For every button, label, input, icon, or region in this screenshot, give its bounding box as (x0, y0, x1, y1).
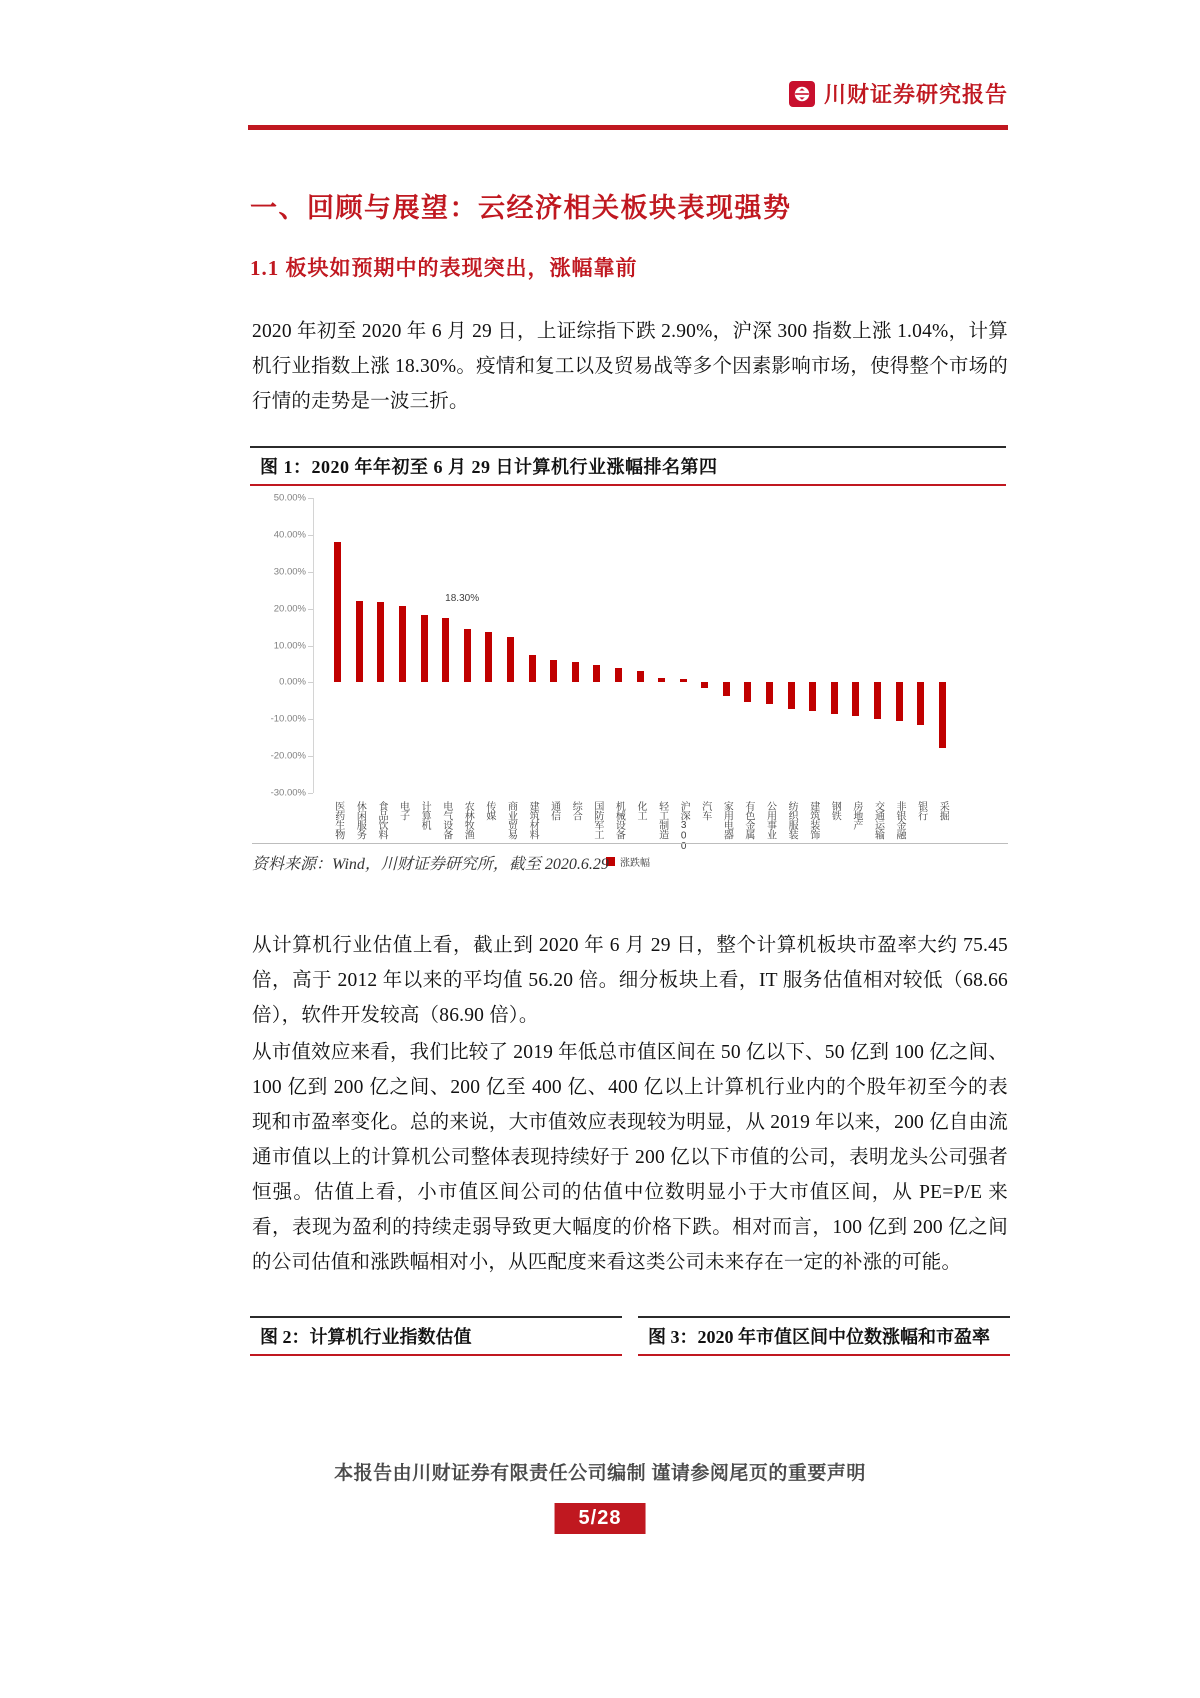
x-axis-category-label: 纺织服装 (786, 801, 798, 839)
bar-value-annotation: 18.30% (445, 592, 480, 604)
x-axis-category-label: 家用电器 (721, 801, 733, 839)
x-axis-category-label: 银行 (915, 801, 927, 820)
x-axis-category-label: 商业贸易 (505, 801, 517, 839)
y-axis-tick-label: 40.00% (273, 529, 306, 541)
bar (658, 678, 665, 683)
bar (399, 606, 406, 682)
y-axis-tick-label: -30.00% (270, 787, 306, 799)
x-axis-category-label: 休闲服务 (354, 801, 366, 839)
x-axis-category-label: 电气设备 (440, 801, 452, 839)
x-axis-category-label: 食品饮料 (375, 801, 387, 839)
bar (744, 682, 751, 701)
x-axis-category-label: 建筑装饰 (807, 801, 819, 839)
x-axis-category-label: 国防军工 (591, 801, 603, 839)
page-header (248, 78, 1008, 130)
x-axis-category-label: 综合 (570, 801, 582, 820)
figure-2-title: 图 2：计算机行业指数估值 (250, 1316, 622, 1356)
x-axis-category-label: 房地产 (850, 801, 862, 830)
x-axis-category-label: 机械设备 (613, 801, 625, 839)
bar (572, 662, 579, 683)
bar (529, 655, 536, 682)
bar (701, 682, 708, 687)
bar (464, 629, 471, 682)
y-axis-line (313, 498, 314, 793)
bar (723, 682, 730, 696)
bar-chart-plot-area (270, 492, 953, 852)
figure-3-title: 图 3：2020 年市值区间中位数涨幅和市盈率 (638, 1316, 1010, 1356)
bar (788, 682, 795, 709)
y-axis-tick-mark (308, 682, 313, 683)
x-axis-category-label: 采掘 (937, 801, 949, 820)
bar (377, 602, 384, 682)
bar (766, 682, 773, 704)
figure-1-source: 资料来源：Wind，川财证券研究所，截至 2020.6.29 (252, 843, 1008, 874)
x-axis-category-label: 轻工制造 (656, 801, 668, 839)
y-axis-tick-label: -20.00% (270, 750, 306, 762)
y-axis-tick-label: -10.00% (270, 713, 306, 725)
figure-3 (638, 1316, 1010, 1356)
brand (789, 78, 1008, 109)
bar (356, 601, 363, 682)
paragraph-marketcap: 从市值效应来看，我们比较了 2019 年低总市值区间在 50 亿以下、50 亿到 100 亿之间、100 亿到 200 亿之间、200 亿至 400 亿、400 亿以上计算机行业内的个股年初至今的表现和市盈率变化。总的来说，大市值效应表现较为明显，从 2019 年以来，200 亿自由流通市值以上的计算机公司整体表现持续好于 200 亿以下市值的公司，表明龙头公司强者恒强。估值上看，小市值区间公司的估值中位数明显小于大市值区间，从 PE=P/E 来看，表现为盈利的持续走弱导致更大幅度的价格下跌。相对而言，100 亿到 200 亿之间的公司估值和涨跌幅相对小，从匹配度来看这类公司未来存在一定的补涨的可能。 (252, 1042, 1008, 1273)
footer-disclaimer: 本报告由川财证券有限责任公司编制 谨请参阅尾页的重要声明 (334, 1463, 866, 1484)
bar (637, 671, 644, 682)
x-axis-category-label: 公用事业 (764, 801, 776, 839)
y-axis-tick-mark (308, 793, 313, 794)
x-axis-category-label: 非银金融 (894, 801, 906, 839)
circle-arrows-icon (789, 81, 815, 107)
y-axis-tick-label: 30.00% (273, 566, 306, 578)
bar (939, 682, 946, 748)
figure-1-chart (250, 486, 1006, 871)
y-axis-tick-label: 20.00% (273, 603, 306, 615)
bar (593, 665, 600, 683)
bar (507, 637, 514, 683)
x-axis-category-label: 通信 (548, 801, 560, 820)
figure-1 (250, 446, 1006, 871)
x-axis-category-label: 化工 (635, 801, 646, 820)
y-axis-tick-label: 0.00% (279, 676, 306, 688)
bar (917, 682, 924, 724)
bar (550, 660, 557, 683)
y-axis-tick-mark (308, 572, 313, 573)
header-divider (248, 125, 1008, 130)
paragraph-intro: 2020 年初至 2020 年 6 月 29 日，上证综指下跌 2.90%，沪深 300 指数上涨 1.04%，计算机行业指数上涨 18.30%。疫情和复工以及贸易战等多个因素影响市场，使得整个市场的行情的走势是一波三折。 (252, 321, 1008, 412)
bar (896, 682, 903, 721)
bar (485, 632, 492, 682)
x-axis-category-label: 电子 (397, 801, 409, 820)
y-axis-tick-mark (308, 609, 313, 610)
page-number-badge: 5/28 (555, 1503, 646, 1534)
x-axis-category-label: 建筑材料 (527, 801, 539, 839)
x-axis-category-label: 农林牧渔 (462, 801, 474, 839)
x-axis-category-label: 医药生物 (332, 801, 344, 839)
y-axis-tick-mark (308, 756, 313, 757)
section-heading-1-1: 1.1 板块如预期中的表现突出，涨幅靠前 (250, 256, 638, 280)
bar (680, 679, 687, 683)
section-heading-1: 一、回顾与展望：云经济相关板块表现强势 (250, 193, 792, 223)
y-axis-tick-mark (308, 498, 313, 499)
x-axis-category-label: 传媒 (483, 801, 495, 820)
y-axis-tick-label: 50.00% (273, 492, 306, 504)
bar (852, 682, 859, 716)
x-axis-category-label: 计算机 (419, 801, 431, 830)
figure-title-row (250, 1316, 1010, 1356)
y-axis-tick-mark (308, 646, 313, 647)
y-axis-tick-mark (308, 535, 313, 536)
figure-1-title: 图 1：2020 年年初至 6 月 29 日计算机行业涨幅排名第四 (250, 446, 1006, 486)
bar (615, 668, 622, 682)
x-axis-category-label: 汽车 (699, 801, 711, 820)
x-axis-category-label: 有色金属 (742, 801, 754, 839)
bar (442, 618, 449, 682)
bar (334, 542, 341, 682)
paragraph-valuation: 从计算机行业估值上看，截止到 2020 年 6 月 29 日，整个计算机板块市盈率大约 75.45 倍，高于 2012 年以来的平均值 56.20 倍。细分板块上看，IT 服务估值相对较低（68.66 倍），软件开发较高（86.90 倍）。 (252, 935, 1008, 1026)
x-axis-category-label: 沪深300 (678, 801, 690, 852)
y-axis-tick-mark (308, 719, 313, 720)
x-axis-category-label: 钢铁 (829, 801, 841, 820)
legend-label: 涨跌幅 (620, 858, 650, 869)
y-axis-tick-label: 10.00% (273, 640, 306, 651)
bar (809, 682, 816, 711)
bar (421, 615, 428, 682)
brand-title: 川财证券研究报告 (823, 82, 1008, 107)
figure-2 (250, 1316, 622, 1356)
bar (831, 682, 838, 714)
x-axis-category-label: 交通运输 (872, 801, 884, 839)
bar (874, 682, 881, 718)
